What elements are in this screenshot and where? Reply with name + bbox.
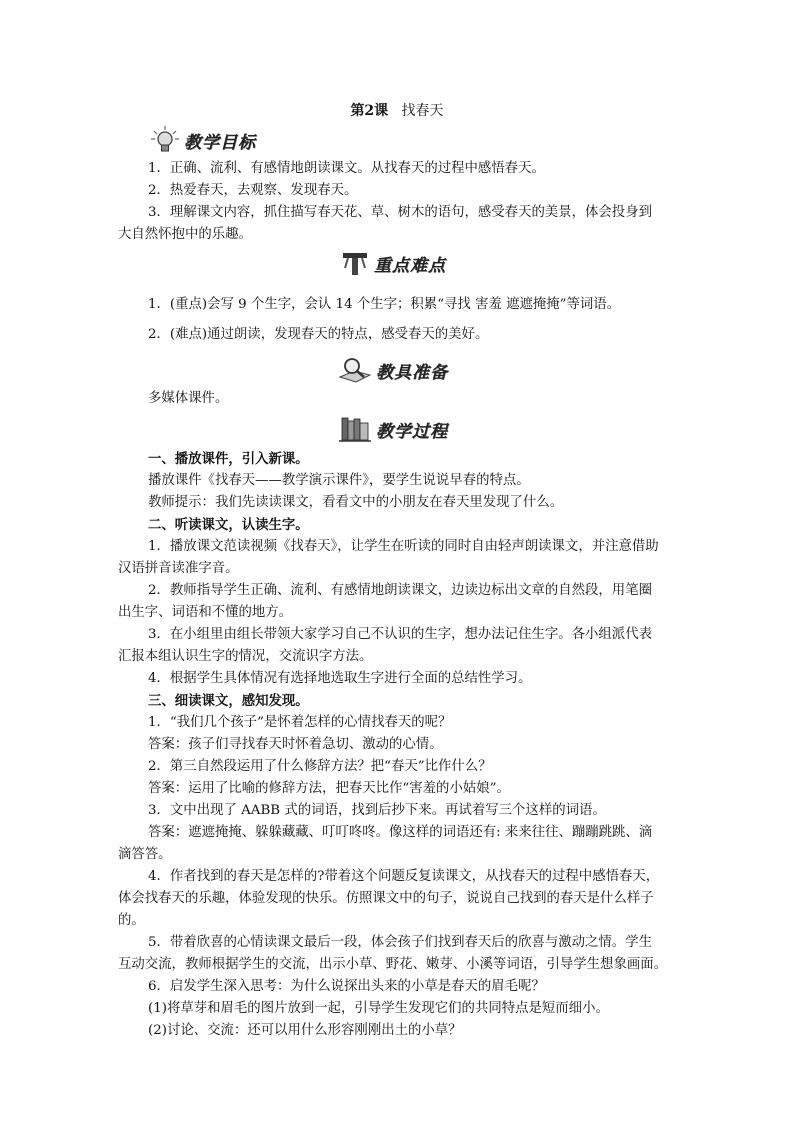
section-title-process: 教学过程 (376, 421, 448, 442)
lightbulb-icon (150, 125, 180, 155)
process-line: 播放课件《找春天——教学演示课件》，要学生说说早春的特点。 (148, 473, 530, 488)
process-line: 1．播放课文范读视频《找春天》，让学生在听读的同时自由轻声朗读课文，并注意借助 (148, 539, 659, 554)
process-line: 3．在小组里由组长带领大家学习自己不认识的生字，想办法记住生字。各小组派代表 (148, 627, 652, 642)
process-line: 2．教师指导学生正确、流利、有感情地朗读课文，边读边标出文章的自然段，用笔圈 (148, 583, 652, 598)
section-header-materials (338, 354, 448, 386)
process-line: 的。 (118, 913, 145, 928)
process-line: 汉语拼音读准字音。 (118, 561, 239, 576)
process-line: 出生字、词语和不懂的地方。 (118, 605, 293, 620)
process-line: 5．带着欣喜的心情读课文最后一段，体会孩子们找到春天后的欣喜与激动之情。学生 (148, 935, 652, 950)
key-point-line: 2．(难点)通过朗读，发现春天的特点，感受春天的美好。 (148, 327, 489, 342)
process-line: 教师提示：我们先读读课文，看看文中的小朋友在春天里发现了什么。 (148, 495, 564, 510)
process-line: 3．文中出现了 AABB 式的词语，找到后抄下来。再试着写三个这样的词语。 (148, 803, 606, 818)
goal-line: 1．正确、流利、有感情地朗读课文。从找春天的过程中感悟春天。 (148, 161, 545, 176)
process-line: 互动交流，教师根据学生的交流，出示小草、野花、嫩芽、小溪等词语，引导学生想象画面。 (118, 957, 668, 972)
books-icon (338, 414, 372, 444)
process-line: 答案：孩子们寻找春天时怀着急切、激动的心情。 (148, 737, 443, 752)
key-point-line: 1．(重点)会写 9 个生字，会认 14 个生字；积累“寻找 害羞 遮遮掩掩”等词语。 (148, 297, 621, 312)
process-line: (2)讨论、交流：还可以用什么形容刚刚出土的小草？ (148, 1023, 462, 1038)
section-header-key-points (340, 247, 446, 279)
process-line: 1．“我们几个孩子”是怀着怎样的心情找春天的呢？ (148, 715, 452, 730)
goal-line: 大自然怀抱中的乐趣。 (118, 227, 252, 242)
lesson-title (0, 100, 794, 120)
process-line: 答案：遮遮掩掩、躲躲藏藏、叮叮咚咚。像这样的词语还有: 来来往往、蹦蹦跳跳、滴 (148, 825, 653, 840)
process-line: 2．第三自然段运用了什么修辞方法？把“春天”比作什么？ (148, 759, 492, 774)
magnifier-book-icon (338, 355, 372, 385)
section-title-key-points: 重点难点 (374, 255, 446, 276)
lesson-number: 第2课 (350, 103, 389, 119)
section-title-goals: 教学目标 (184, 132, 256, 153)
section-header-process (338, 413, 448, 445)
process-heading: 一、播放课件，引入新课。 (148, 451, 309, 467)
process-line: 6．启发学生深入思考：为什么说探出头来的小草是春天的眉毛呢？ (148, 979, 545, 994)
process-line: 体会找春天的乐趣，体验发现的快乐。仿照课文中的句子，说说自己找到的春天是什么样子 (118, 891, 654, 906)
goal-line: 3．理解课文内容，抓住描写春天花、草、树木的语句，感受春天的美景，体会投身到 (148, 205, 652, 220)
process-line: 4．作者找到的春天是怎样的?带着这个问题反复读课文，从找春天的过程中感悟春天， (148, 869, 660, 884)
process-line: 汇报本组认识生字的情况，交流识字方法。 (118, 649, 373, 664)
process-line: 滴答答。 (118, 847, 172, 862)
pin-icon (340, 248, 370, 278)
materials-text: 多媒体课件。 (148, 391, 229, 406)
lesson-name: 找春天 (401, 103, 444, 119)
process-line: 4．根据学生具体情况有选择地选取生字进行全面的总结性学习。 (148, 671, 532, 686)
section-title-materials: 教具准备 (376, 362, 448, 383)
section-header-goals (150, 124, 256, 156)
process-heading: 三、细读课文，感知发现。 (148, 693, 309, 709)
process-line: 答案：运用了比喻的修辞方法，把春天比作“害羞的小姑娘”。 (148, 781, 510, 796)
process-line: (1)将草芽和眉毛的图片放到一起，引导学生发现它们的共同特点是短而细小。 (148, 1001, 609, 1016)
goal-line: 2．热爱春天，去观察、发现春天。 (148, 183, 358, 198)
process-heading: 二、听读课文，认读生字。 (148, 517, 309, 533)
